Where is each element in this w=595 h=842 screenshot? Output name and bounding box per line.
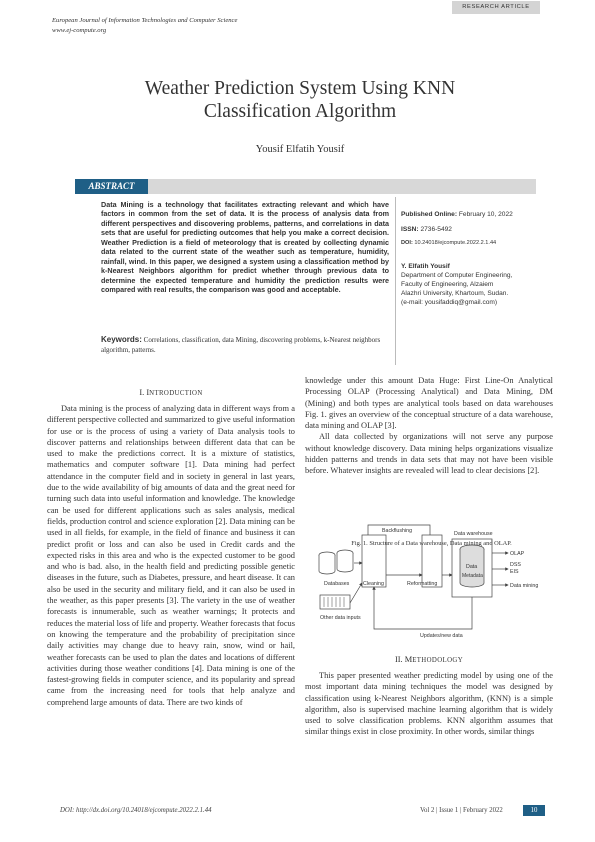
section-title-rest: NTRODUCTION — [149, 390, 203, 397]
doi-value: 10.24018/ejcompute.2022.2.1.44 — [414, 240, 497, 246]
title-line-2: Classification Algorithm — [203, 101, 397, 122]
other-inputs-label: Other data inputs — [320, 615, 361, 621]
keywords — [101, 335, 389, 355]
title-line-1: Weather Prediction System Using KNN — [144, 78, 456, 99]
issn-label: ISSN: — [401, 226, 419, 233]
affiliation-line-2: Faculty of Engineering, Alzaiem — [401, 281, 494, 288]
issn-value: 2736-5492 — [420, 226, 452, 233]
cleaning-label: Cleaning — [363, 581, 384, 587]
section-number: II. — [394, 655, 403, 664]
data-mining-label: Data mining — [510, 583, 539, 589]
abstract-divider — [395, 197, 396, 365]
paper-title — [60, 77, 540, 123]
abstract-label: ABSTRACT — [75, 179, 148, 194]
footer-issue: Vol 2 | Issue 1 | February 2022 — [420, 807, 503, 814]
figure-caption: Fig. 1. Structure of a Data warehouse, Data mining and OLAP. — [351, 540, 512, 547]
intro-paragraph: Data mining is the process of analyzing data in different ways from a different perspective collected and summarized to give useful information for use or is the process of using a variety of Data analysis tools to discover patterns and relationships between different data that can be used to make the predictions correct. It is a mixture of statistics, mathematics and computer software [1]. Data mining had perfect attendance in the computer field and in society in general in last years, due to the wide availability of big amounts of data and the great need for turning such data into useful information and knowledge. The knowledge can be used for different applications such as sales analysis, medical fields, production control and science exploration [2]. Data mining can be used in all fields, for example, in the field of finance and business it can predict profit or loss and can also be used in Credit cards and the expected risks in this area and who is the expected customer to be good and who is bad. also, in the health field and predicting possible genetic diseases in the future, such as Diabetes, pressure, and heart disease. It can also be used in the security and military field, and it can also be used in the weather, as this paper presents [3]. The variety in the use of weather forecasts is innumerable, such as weather warnings; It protects and reduces the material loss of life and property. Weather forecasts that focus on knowing the temperature and the probability of precipitation since daily activities may change due to heavy rain, snow, wind or hail, weather forecasts can be used to plan the dates and locations of different activities during those weather conditions [4]. Data mining is one of the fastest-growing fields in computer science, and its popularity and spread came from the increasing need for tools that help analyze and comprehend large amounts of data. There are two kinds of — [47, 404, 295, 707]
section-heading-methodology — [305, 655, 553, 664]
author-email: (e-mail: yousifaddiq@gmail.com) — [401, 299, 498, 306]
introduction-column — [47, 403, 295, 708]
keywords-text: Correlations, classification, data Mining, discovering problems, k-Nearest neighbors algorithm, patterns. — [101, 336, 381, 354]
section-title-rest: ETHODOLOGY — [412, 657, 464, 664]
doi-info — [401, 239, 496, 248]
reformatting-label: Reformatting — [407, 581, 438, 587]
methodology-paragraph: This paper presented weather predicting model by using one of the most important data mining techniques the model was designed by classification using k-Nearest Neighbors algorithm, (KNN) is a simple algorithm, also is supervised machine learning algorithm that is widely used to solve classification problems. KNN algorithm assumes that similar things exist in close proximity. In other words, similar things — [305, 671, 553, 737]
journal-name: European Journal of Information Technologies and Computer Science — [52, 17, 238, 24]
methodology-column — [305, 670, 553, 738]
author-name: Yousif Elfatih Yousif — [255, 144, 345, 155]
doi-label: DOI: — [401, 240, 413, 246]
footer-doi: DOI: http://dx.doi.org/10.24018/ejcompute.2022.2.1.44 — [60, 807, 212, 814]
eis-label: EIS — [510, 569, 519, 575]
journal-url: www.ej-compute.org — [52, 26, 107, 34]
affiliation-line-3: Alazhri University, Khartoum, Sudan. — [401, 290, 509, 297]
journal-header — [52, 16, 237, 35]
metadata-label: Metadata — [462, 573, 483, 579]
right-paragraph-1: knowledge under this amount Data Huge: First Line-On Analytical Processing OLAP (Processing Analytical) and Data Mining, DM (Mining) and both types are analytical tools based on data warehouses Fig. 1. gives an overview of the conceptual structure of a data warehouse, data mining and OLAP [3]. — [305, 376, 553, 431]
published-value: February 10, 2022 — [458, 211, 513, 218]
right-column-top — [305, 375, 553, 477]
page-number: 10 — [523, 805, 545, 816]
databases-label: Databases — [324, 581, 350, 587]
data-warehouse-label: Data warehouse — [454, 531, 493, 537]
dss-label: DSS — [510, 562, 521, 568]
published-info — [401, 210, 513, 219]
right-paragraph-2: All data collected by organizations will not serve any purpose without knowledge discovery. Data mining helps organizations visualize hidden patterns and trends in data sets that may not have been visible before. Whatever insights are revealed will lead to clear decisions [2]. — [305, 432, 553, 476]
section-heading-introduction — [47, 388, 295, 397]
issn-info — [401, 225, 452, 234]
data-label: Data — [466, 564, 478, 570]
section-number: I. — [139, 388, 145, 397]
olap-label: OLAP — [510, 551, 525, 557]
article-type-badge: RESEARCH ARTICLE — [452, 1, 540, 14]
updates-label: Updates/new data — [420, 633, 463, 639]
abstract-text: Data Mining is a technology that facilitates extracting relevant and which have factors in common from the set of data. It is the process of analysis data from different perspectives and discovering problems, patterns, and correlations in data sets that are useful for predicting outcomes that help you make a correct decision. Weather Prediction is a field of meteorology that is created by collecting dynamic data related to the current state of the weather such as temperature, humidity, rainfall, wind. In this paper, we designed a system using a classification method by k-Nearest Neighbors algorithm for predict whether through previous data to determine the expected temperature and humidity the prediction results were compared with real results, the comparison was good and acceptable. — [101, 200, 389, 295]
keywords-label: Keywords: — [101, 335, 142, 344]
backflushing-label: Backflushing — [382, 528, 413, 534]
affiliation-line-1: Department of Computer Engineering, — [401, 272, 513, 279]
section-title-initial: M — [404, 655, 413, 664]
published-label: Published Online: — [401, 211, 458, 218]
other-data-inputs-icon — [320, 595, 350, 609]
side-author-name: Y. Elfatih Yousif — [401, 263, 450, 270]
section-title-initial: I — [146, 388, 150, 397]
databases-icon — [319, 550, 353, 574]
author-affiliation — [401, 262, 536, 307]
